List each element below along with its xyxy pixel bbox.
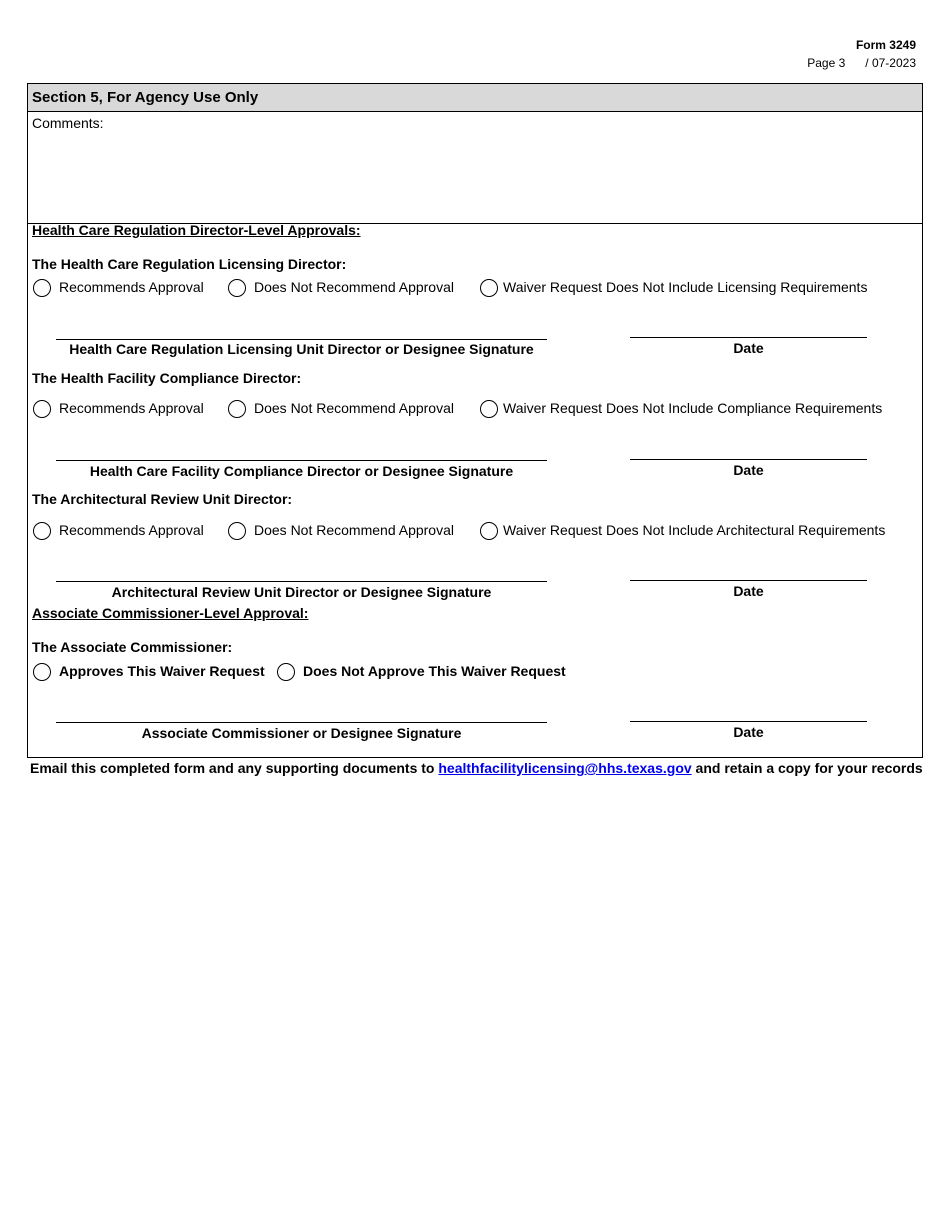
compliance-recommends-radio[interactable]: [33, 400, 51, 418]
compliance-recommends-label: Recommends Approval: [59, 400, 204, 416]
commissioner-approves-radio[interactable]: [33, 663, 51, 681]
director-approvals-heading: Health Care Regulation Director-Level Approvals:: [32, 222, 361, 238]
form-revision: / 07-2023: [865, 56, 916, 70]
commissioner-date-label: Date: [733, 724, 764, 740]
associate-commissioner-heading: The Associate Commissioner:: [32, 639, 233, 655]
compliance-signature-label: Health Care Facility Compliance Director or Designee Signature: [89, 463, 514, 479]
architectural-not-included-radio[interactable]: [480, 522, 498, 540]
compliance-director-heading: The Health Facility Compliance Director:: [32, 370, 302, 386]
compliance-date-line[interactable]: [630, 459, 867, 460]
licensing-signature-label: Health Care Regulation Licensing Unit Director or Designee Signature: [69, 341, 534, 357]
licensing-date-label: Date: [733, 340, 764, 356]
licensing-director-heading: The Health Care Regulation Licensing Director:: [32, 256, 347, 272]
licensing-not-recommend-radio[interactable]: [228, 279, 246, 297]
email-link[interactable]: healthfacilitylicensing@hhs.texas.gov: [438, 760, 692, 776]
section-title: Section 5, For Agency Use Only: [32, 89, 259, 106]
compliance-date-label: Date: [733, 462, 764, 478]
architectural-date-line[interactable]: [630, 580, 867, 581]
page-info: [807, 56, 916, 70]
licensing-signature-line[interactable]: [56, 339, 547, 340]
page-number: Page 3: [807, 56, 846, 70]
licensing-date-line[interactable]: [630, 337, 867, 338]
email-prefix: Email this completed form and any supporting documents to: [30, 760, 435, 776]
licensing-recommends-radio[interactable]: [33, 279, 51, 297]
email-instructions: [30, 760, 923, 776]
architectural-signature-line[interactable]: [56, 581, 547, 582]
email-suffix: and retain a copy for your records: [695, 760, 923, 776]
compliance-not-included-radio[interactable]: [480, 400, 498, 418]
architectural-recommends-radio[interactable]: [33, 522, 51, 540]
licensing-not-recommend-label: Does Not Recommend Approval: [254, 279, 454, 295]
commissioner-not-approve-radio[interactable]: [277, 663, 295, 681]
architectural-director-heading: The Architectural Review Unit Director:: [32, 491, 293, 507]
licensing-recommends-label: Recommends Approval: [59, 279, 204, 295]
form-number: Form 3249: [855, 38, 916, 52]
architectural-not-included-label: Waiver Request Does Not Include Architectural Requirements: [503, 522, 886, 538]
compliance-not-recommend-label: Does Not Recommend Approval: [254, 400, 454, 416]
commissioner-approval-heading: Associate Commissioner-Level Approval:: [32, 605, 309, 621]
section-5-box: [27, 83, 923, 758]
licensing-not-included-radio[interactable]: [480, 279, 498, 297]
compliance-not-included-label: Waiver Request Does Not Include Compliance Requirements: [503, 400, 883, 416]
commissioner-signature-label: Associate Commissioner or Designee Signature: [141, 725, 462, 741]
commissioner-signature-line[interactable]: [56, 722, 547, 723]
architectural-recommends-label: Recommends Approval: [59, 522, 204, 538]
architectural-not-recommend-radio[interactable]: [228, 522, 246, 540]
architectural-date-label: Date: [733, 583, 764, 599]
commissioner-not-approve-label: Does Not Approve This Waiver Request: [303, 663, 566, 679]
comments-label: Comments:: [32, 115, 104, 131]
architectural-signature-label: Architectural Review Unit Director or Designee Signature: [111, 584, 492, 600]
compliance-not-recommend-radio[interactable]: [228, 400, 246, 418]
compliance-signature-line[interactable]: [56, 460, 547, 461]
architectural-not-recommend-label: Does Not Recommend Approval: [254, 522, 454, 538]
commissioner-date-line[interactable]: [630, 721, 867, 722]
commissioner-approves-label: Approves This Waiver Request: [59, 663, 265, 679]
licensing-not-included-label: Waiver Request Does Not Include Licensing Requirements: [503, 279, 868, 295]
